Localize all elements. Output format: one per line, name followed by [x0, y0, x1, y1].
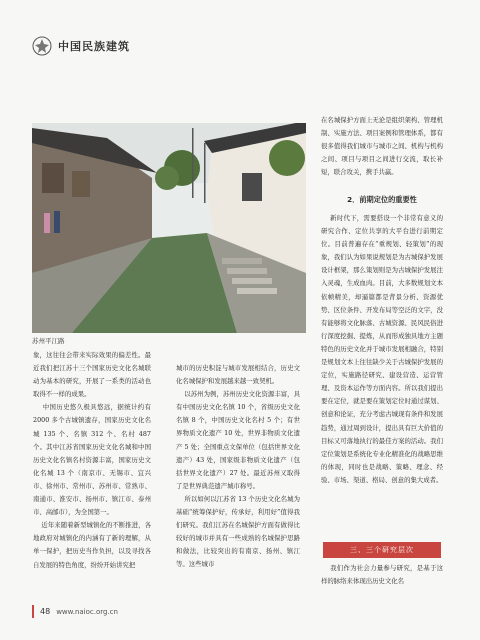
page-number: 48: [40, 607, 51, 616]
section-3-heading: 三、三个研究层次: [323, 542, 441, 558]
page-header: [32, 36, 130, 56]
body-column-3-middle: 新时代下，需要搭设一个非常有意义的研究合作、定位共享的大平台进行前期定位。目前普遍存在“重规划、轻策划”的现象，我们认为如果说规划是为古城保护发展设计框架，那么策划则是为古城保护发展注入灵魂，生成血肉。目前，大多数规划文本依帧精美，却逼篇都是背景分析、资源优势、区位条件、开发布局等空泛的文字，没有能够将文化脉落、古城资源、民风民俗进行深度挖掘、提炼，从而形成独具地方主题特色的历史文化并于城市发展相融合，特别是规划文本上往往缺少关于古城保护发展的定位，实施路径研究、建设营造、运营管理、及资本运作等方面内容。所以我们提出要在定位，就是要在策划定位时通过谋划、创意和论证，充分考虑古城现有条件和发展趋势，通过周到设计，提出具有巨大价值的目标又可落地执行的最佳方案的活动。我们定位策划是系统化专业化精准化的战略思维的体现，同时也是战略、策略、理念、经验、市场、渠道、格局、创意的集大成者。: [321, 214, 443, 484]
body-column-1: 象，这往往会带来实际效果的偏差性。最近我们把江苏十三个国家历史文化名城联动为基本的研究，开展了一系类的活动也取得不一样的成果。 中国历史悠久极具悠远，据统计约有 2000 多个古城镇遗存，国家历史文化名城 135 个、名镇 312 个、名村 487 个。其中江苏省国家历史文化名城和中国历史文化名镇名村资源丰富，国家历史文化名城 13 个（南京市、无锡市、宜兴市、徐州市、常州市、苏州市、常熟市、南通市、淮安市、扬州市、镇江市、泰州市、高邮市），为全国第一。 近年来随着新型城镇化的不断推进，各地政府对城镇化的内涵有了新的理解，从单一保护，把历史当作负担，以及寻找各自发展的特色角度，纷纷开始讲究把: [33, 351, 151, 569]
photo-caption: 苏州平江路: [32, 337, 65, 345]
section-2-title: 2．前期定位的重要性: [347, 195, 417, 204]
body-column-2: 城市的历史积淀与城市发展相结合，历史文化名城保护和发展越来越一致契机。 以苏州为例，苏州历史文化资源丰富，具有中国历史文化名镇 10 个，省级历史文化名镇 8 个，中国历史文化名村 5 个；有世界物质文化遗产 10 处，世界非物质文化遗产 5 处；全国重点文保单位（包括世界文化遗产）43 处，国家级非物质文化遗产（包括世界文化遗产）27 处。最近苏州又取得了是世界典范遗产城市称号。 所以如何以江苏省 13 个历史文化名城为基础“统筹保护好，传承好，利用好”值得我们研究。我们江苏在名城保护方面有做得比较好的城市并具有一些成熟的名城保护思路和做法，比较突出的有南京、扬州、镇江等。这些城市: [176, 364, 300, 569]
website-link[interactable]: www.naioc.org.cn: [56, 607, 118, 616]
footer-accent-bar: [32, 605, 34, 618]
street-canal-photo: [32, 123, 306, 333]
page-footer: [32, 605, 118, 618]
journal-logo-icon: [32, 36, 52, 56]
body-column-3-bottom: 我们作为社会力量参与研究，是基于这样的脉络来体现出历史文化名: [321, 564, 443, 586]
journal-title: 中国民族建筑: [58, 40, 130, 53]
body-column-3-top: 在名城保护方面上无论是组织架构、管理机制、实施方法、项目案例和管理体系，都有很多值得我们城市与城市之间、机构与机构之间、项目与项目之间进行交流，取长补短，联合攻关，携手共赢。: [321, 116, 443, 177]
